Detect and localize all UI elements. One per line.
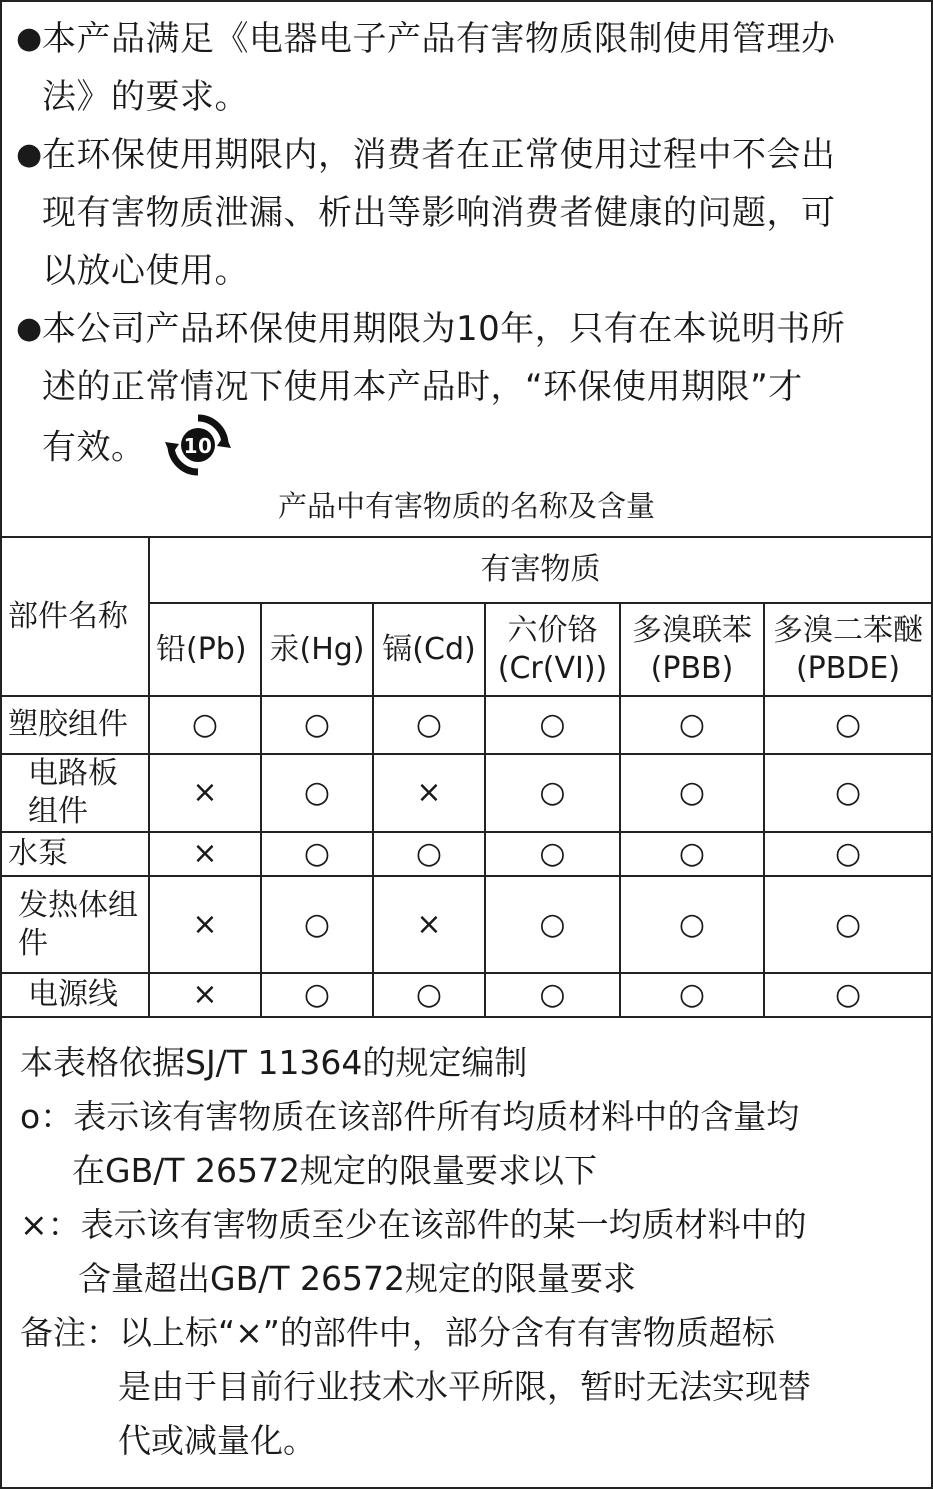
circle-legend-line-2: 在GB/T 26572规定的限量要求以下: [72, 1151, 597, 1190]
substance-cell: ×: [373, 754, 485, 832]
table-header-row: [2, 537, 931, 603]
table-row: [2, 832, 931, 876]
bullet-line: 在环保使用期限内，消费者在正常使用过程中不会出: [42, 135, 836, 175]
substance-cell: ○: [764, 754, 931, 832]
remark-line-1: 备注：以上标“×”的部件中，部分含有有害物质超标: [20, 1313, 775, 1352]
bullet-dot: ●: [16, 311, 43, 346]
bullet-paragraph-1: [16, 10, 925, 126]
substance-header-pbde: 多溴二苯醚(PBDE): [764, 603, 931, 696]
hazardous-substance-header: 有害物质: [149, 537, 931, 603]
hazardous-substance-table: [2, 536, 931, 1018]
part-name-header: 部件名称: [2, 537, 149, 696]
part-name: 电路板组件: [2, 754, 149, 832]
notes-basis: 本表格依据SJ/T 11364的规定编制: [20, 1043, 528, 1082]
substance-cell: ×: [149, 876, 261, 973]
substance-cell: ×: [373, 876, 485, 973]
bullet-dot: ●: [16, 137, 43, 172]
substance-cell: ×: [149, 973, 261, 1017]
substance-cell: ○: [261, 754, 373, 832]
substance-cell: ○: [149, 696, 261, 754]
circle-legend-line-1: o：表示该有害物质在该部件所有均质材料中的含量均: [20, 1097, 800, 1136]
substance-header-cd: 镉(Cd): [373, 603, 485, 696]
cross-legend-line-1: ×：表示该有害物质至少在该部件的某一均质材料中的: [20, 1205, 807, 1244]
substance-cell: ○: [485, 973, 620, 1017]
notes-section: [2, 1018, 931, 1468]
bullet-paragraph-2: [16, 126, 925, 300]
table-title: 产品中有害物质的名称及含量: [277, 489, 655, 523]
bullet-line: 本产品满足《电器电子产品有害物质限制使用管理办: [42, 19, 836, 59]
part-name: 塑胶组件: [2, 696, 149, 754]
table-row: [2, 696, 931, 754]
bullet-line: 法》的要求。: [42, 77, 249, 117]
bullet-line: 有效。: [42, 427, 146, 468]
table-row: [2, 754, 931, 832]
substance-cell: ○: [764, 696, 931, 754]
substance-cell: ○: [620, 832, 764, 876]
substance-cell: ○: [485, 696, 620, 754]
substance-cell: ○: [261, 876, 373, 973]
substance-cell: ○: [485, 832, 620, 876]
substance-cell: ○: [620, 754, 764, 832]
substance-cell: ×: [149, 754, 261, 832]
substance-cell: ○: [620, 973, 764, 1017]
substance-cell: ○: [485, 754, 620, 832]
bullet-section: [2, 2, 931, 482]
substance-cell: ○: [261, 973, 373, 1017]
remark-line-2: 是由于目前行业技术水平所限，暂时无法实现替: [118, 1367, 811, 1406]
substance-header-hg: 汞(Hg): [261, 603, 373, 696]
part-name: 发热体组件: [2, 876, 149, 973]
bullet-line: 现有害物质泄漏、析出等影响消费者健康的问题，可: [42, 193, 836, 233]
part-name: 电源线: [2, 973, 149, 1017]
substance-header-pbb: 多溴联苯(PBB): [620, 603, 764, 696]
substance-cell: ○: [764, 832, 931, 876]
epup-10-year-label: 10: [183, 434, 213, 458]
bullet-line: 本公司产品环保使用期限为10年，只有在本说明书所: [42, 309, 846, 349]
bullet-line: 述的正常情况下使用本产品时，“环保使用期限”才: [42, 367, 803, 407]
substance-cell: ○: [764, 973, 931, 1017]
table-row: [2, 973, 931, 1017]
substance-cell: ○: [261, 832, 373, 876]
substance-cell: ○: [373, 696, 485, 754]
bullet-line: 以放心使用。: [42, 251, 249, 291]
bullet-paragraph-3: [16, 300, 925, 482]
substance-header-cr6: 六价铬(Cr(VI)): [485, 603, 620, 696]
substance-cell: ○: [373, 832, 485, 876]
substance-cell: ○: [373, 973, 485, 1017]
substance-cell: ○: [620, 876, 764, 973]
part-name: 水泵: [2, 832, 149, 876]
substance-cell: ×: [149, 832, 261, 876]
substance-cell: ○: [620, 696, 764, 754]
substance-cell: ○: [764, 876, 931, 973]
table-row: [2, 876, 931, 973]
substance-cell: ○: [261, 696, 373, 754]
bullet-line-with-logo: [42, 416, 925, 482]
bullet-dot: ●: [16, 21, 43, 56]
cross-legend-line-2: 含量超出GB/T 26572规定的限量要求: [78, 1259, 636, 1298]
epup-10-year-icon: [165, 412, 231, 478]
remark-line-3: 代或减量化。: [118, 1421, 316, 1460]
substance-cell: ○: [485, 876, 620, 973]
substance-header-pb: 铅(Pb): [149, 603, 261, 696]
